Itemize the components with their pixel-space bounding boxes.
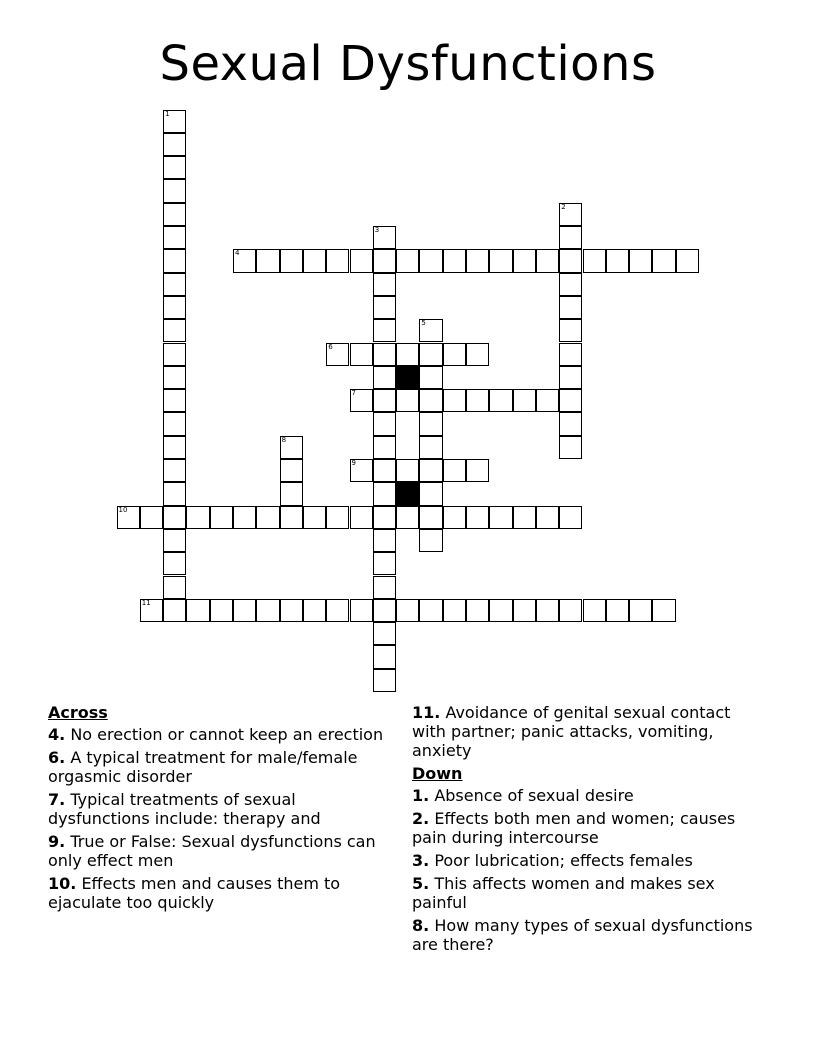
puzzle-title: Sexual Dysfunctions [159, 36, 657, 92]
grid-cell[interactable] [513, 249, 536, 272]
grid-number: 2 [561, 202, 566, 211]
grid-cell[interactable] [419, 343, 442, 366]
grid-cell[interactable] [419, 412, 442, 435]
grid-cell[interactable] [163, 203, 186, 226]
clue-down-1: 1. Absence of sexual desire [412, 786, 634, 805]
grid-cell[interactable] [280, 506, 303, 529]
grid-cell[interactable] [396, 506, 419, 529]
grid-cell[interactable] [466, 459, 489, 482]
grid-cell[interactable] [419, 249, 442, 272]
clue-down-2: 2. Effects both men and women; causes pain during intercourse [412, 809, 736, 847]
grid-cell[interactable] [489, 506, 512, 529]
grid-cell[interactable] [373, 529, 396, 552]
grid-cell[interactable] [419, 389, 442, 412]
grid-cell[interactable] [559, 319, 582, 342]
grid-cell[interactable] [559, 436, 582, 459]
grid-number: 3 [374, 226, 380, 234]
across-clues [48, 703, 393, 916]
grid-cell[interactable] [280, 459, 303, 482]
clue-down-5: 5. This affects women and makes sex painful [412, 874, 715, 912]
grid-cell[interactable] [373, 459, 396, 482]
grid-cell[interactable] [186, 599, 209, 622]
grid-cell[interactable] [419, 366, 442, 389]
grid-cell[interactable] [583, 249, 606, 272]
grid-cell[interactable] [210, 506, 233, 529]
grid-cell[interactable] [373, 645, 396, 668]
grid-cell[interactable] [140, 599, 163, 622]
grid-cell[interactable] [419, 482, 442, 505]
down-heading: Down [412, 764, 463, 783]
grid-cell[interactable] [163, 599, 186, 622]
grid-cell[interactable] [443, 249, 466, 272]
grid-cell[interactable] [559, 296, 582, 319]
grid-cell[interactable] [559, 203, 582, 226]
grid-cell[interactable] [396, 389, 419, 412]
grid-cell[interactable] [559, 506, 582, 529]
grid-cell[interactable] [489, 599, 512, 622]
grid-cell[interactable] [559, 273, 582, 296]
clue-across-11: 11. Avoidance of genital sexual contact with partner; panic attacks, vomiting, anxiety [412, 703, 731, 760]
grid-cell[interactable] [373, 412, 396, 435]
clue-across-4: 4. No erection or cannot keep an erection [48, 725, 384, 744]
grid-cell[interactable] [326, 343, 349, 366]
grid-cell[interactable] [443, 459, 466, 482]
grid-cell[interactable] [466, 249, 489, 272]
grid-cell[interactable] [117, 506, 140, 529]
grid-cell[interactable] [280, 436, 303, 459]
grid-cell[interactable] [419, 436, 442, 459]
grid-cell[interactable] [163, 273, 186, 296]
grid-cell[interactable] [652, 599, 675, 622]
clue-across-9: 9. True or False: Sexual dysfunctions can only effect men [48, 832, 376, 870]
grid-cell[interactable] [210, 599, 233, 622]
grid-cell[interactable] [559, 249, 582, 272]
grid-cell[interactable] [583, 599, 606, 622]
grid-cell[interactable] [396, 459, 419, 482]
grid-cell[interactable] [280, 482, 303, 505]
grid-cell[interactable] [163, 110, 186, 133]
grid-cell[interactable] [163, 529, 186, 552]
black-square [396, 366, 419, 389]
grid-cell[interactable] [163, 459, 186, 482]
grid-cell[interactable] [559, 226, 582, 249]
grid-cell[interactable] [373, 552, 396, 575]
grid-cell[interactable] [233, 506, 256, 529]
grid-cell[interactable] [163, 226, 186, 249]
grid-cell[interactable] [326, 599, 349, 622]
grid-cell[interactable] [629, 599, 652, 622]
grid-cell[interactable] [419, 506, 442, 529]
grid-cell[interactable] [326, 506, 349, 529]
grid-cell[interactable] [280, 249, 303, 272]
grid-cell[interactable] [163, 296, 186, 319]
grid-number: 10 [118, 505, 128, 514]
grid-cell[interactable] [536, 249, 559, 272]
grid-number: 4 [235, 249, 240, 258]
grid-cell[interactable] [419, 529, 442, 552]
grid-cell[interactable] [373, 273, 396, 296]
grid-number: 11 [141, 598, 151, 607]
grid-cell[interactable] [350, 599, 373, 622]
grid-cell[interactable] [163, 179, 186, 202]
grid-cell[interactable] [303, 599, 326, 622]
grid-cell[interactable] [652, 249, 675, 272]
grid-cell[interactable] [350, 343, 373, 366]
grid-cell[interactable] [163, 133, 186, 156]
grid-cell[interactable] [559, 412, 582, 435]
right-clues [412, 703, 757, 958]
grid-cell[interactable] [373, 226, 396, 249]
grid-cell[interactable] [256, 249, 279, 272]
grid-cell[interactable] [163, 389, 186, 412]
grid-cell[interactable] [163, 576, 186, 599]
grid-cell[interactable] [373, 319, 396, 342]
grid-cell[interactable] [373, 482, 396, 505]
grid-cell[interactable] [536, 599, 559, 622]
grid-cell[interactable] [373, 622, 396, 645]
grid-cell[interactable] [396, 599, 419, 622]
grid-cell[interactable] [419, 599, 442, 622]
grid-cell[interactable] [163, 249, 186, 272]
grid-cell[interactable] [163, 156, 186, 179]
grid-cell[interactable] [559, 389, 582, 412]
grid-cell[interactable] [513, 599, 536, 622]
grid-cell[interactable] [163, 319, 186, 342]
grid-cell[interactable] [373, 249, 396, 272]
across-heading: Across [48, 703, 108, 722]
clue-down-3: 3. Poor lubrication; effects females [412, 851, 693, 870]
grid-cell[interactable] [350, 249, 373, 272]
grid-cell[interactable] [443, 389, 466, 412]
grid-number: 1 [165, 109, 170, 118]
grid-cell[interactable] [536, 506, 559, 529]
grid-cell[interactable] [350, 459, 373, 482]
grid-cell[interactable] [443, 599, 466, 622]
grid-number: 5 [421, 319, 426, 328]
grid-cell[interactable] [536, 389, 559, 412]
grid-cell[interactable] [373, 506, 396, 529]
grid-cell[interactable] [396, 249, 419, 272]
grid-cell[interactable] [373, 576, 396, 599]
grid-cell[interactable] [163, 366, 186, 389]
grid-cell[interactable] [373, 389, 396, 412]
grid-cell[interactable] [303, 506, 326, 529]
clue-across-7: 7. Typical treatments of sexual dysfunctions include: therapy and [48, 790, 321, 828]
grid-cell[interactable] [256, 506, 279, 529]
grid-cell[interactable] [373, 599, 396, 622]
grid-cell[interactable] [466, 506, 489, 529]
grid-cell[interactable] [489, 389, 512, 412]
grid-cell[interactable] [350, 389, 373, 412]
grid-cell[interactable] [606, 249, 629, 272]
grid-cell[interactable] [186, 506, 209, 529]
grid-cell[interactable] [163, 343, 186, 366]
grid-cell[interactable] [513, 389, 536, 412]
grid-cell[interactable] [163, 412, 186, 435]
grid-cell[interactable] [443, 343, 466, 366]
grid-cell[interactable] [396, 343, 419, 366]
grid-cell[interactable] [559, 599, 582, 622]
clue-down-8: 8. How many types of sexual dysfunctions are there? [412, 916, 753, 954]
grid-cell[interactable] [629, 249, 652, 272]
grid-cell[interactable] [373, 436, 396, 459]
grid-cell[interactable] [350, 506, 373, 529]
grid-cell[interactable] [373, 296, 396, 319]
grid-cell[interactable] [443, 506, 466, 529]
grid-cell[interactable] [140, 506, 163, 529]
grid-cell[interactable] [466, 389, 489, 412]
grid-cell[interactable] [676, 249, 699, 272]
grid-number: 9 [351, 459, 356, 467]
grid-cell[interactable] [280, 599, 303, 622]
clue-across-10: 10. Effects men and causes them to ejaculate too quickly [48, 874, 341, 912]
grid-cell[interactable] [326, 249, 349, 272]
grid-number: 8 [281, 435, 287, 444]
grid-cell[interactable] [233, 249, 256, 272]
grid-cell[interactable] [489, 249, 512, 272]
grid-cell[interactable] [466, 343, 489, 366]
grid-cell[interactable] [256, 599, 279, 622]
grid-cell[interactable] [466, 599, 489, 622]
grid-cell[interactable] [373, 366, 396, 389]
grid-cell[interactable] [303, 249, 326, 272]
grid-number: 6 [328, 342, 333, 351]
black-square [396, 482, 419, 505]
grid-cell[interactable] [163, 506, 186, 529]
grid-cell[interactable] [233, 599, 256, 622]
grid-cell[interactable] [606, 599, 629, 622]
grid-cell[interactable] [163, 482, 186, 505]
grid-cell[interactable] [163, 436, 186, 459]
grid-cell[interactable] [419, 319, 442, 342]
grid-cell[interactable] [163, 552, 186, 575]
grid-cell[interactable] [559, 343, 582, 366]
grid-cell[interactable] [559, 366, 582, 389]
grid-cell[interactable] [419, 459, 442, 482]
grid-number: 7 [351, 389, 356, 398]
grid-cell[interactable] [373, 343, 396, 366]
grid-cell[interactable] [513, 506, 536, 529]
grid-cell[interactable] [373, 669, 396, 692]
clue-across-6: 6. A typical treatment for male/female orgasmic disorder [48, 748, 358, 786]
